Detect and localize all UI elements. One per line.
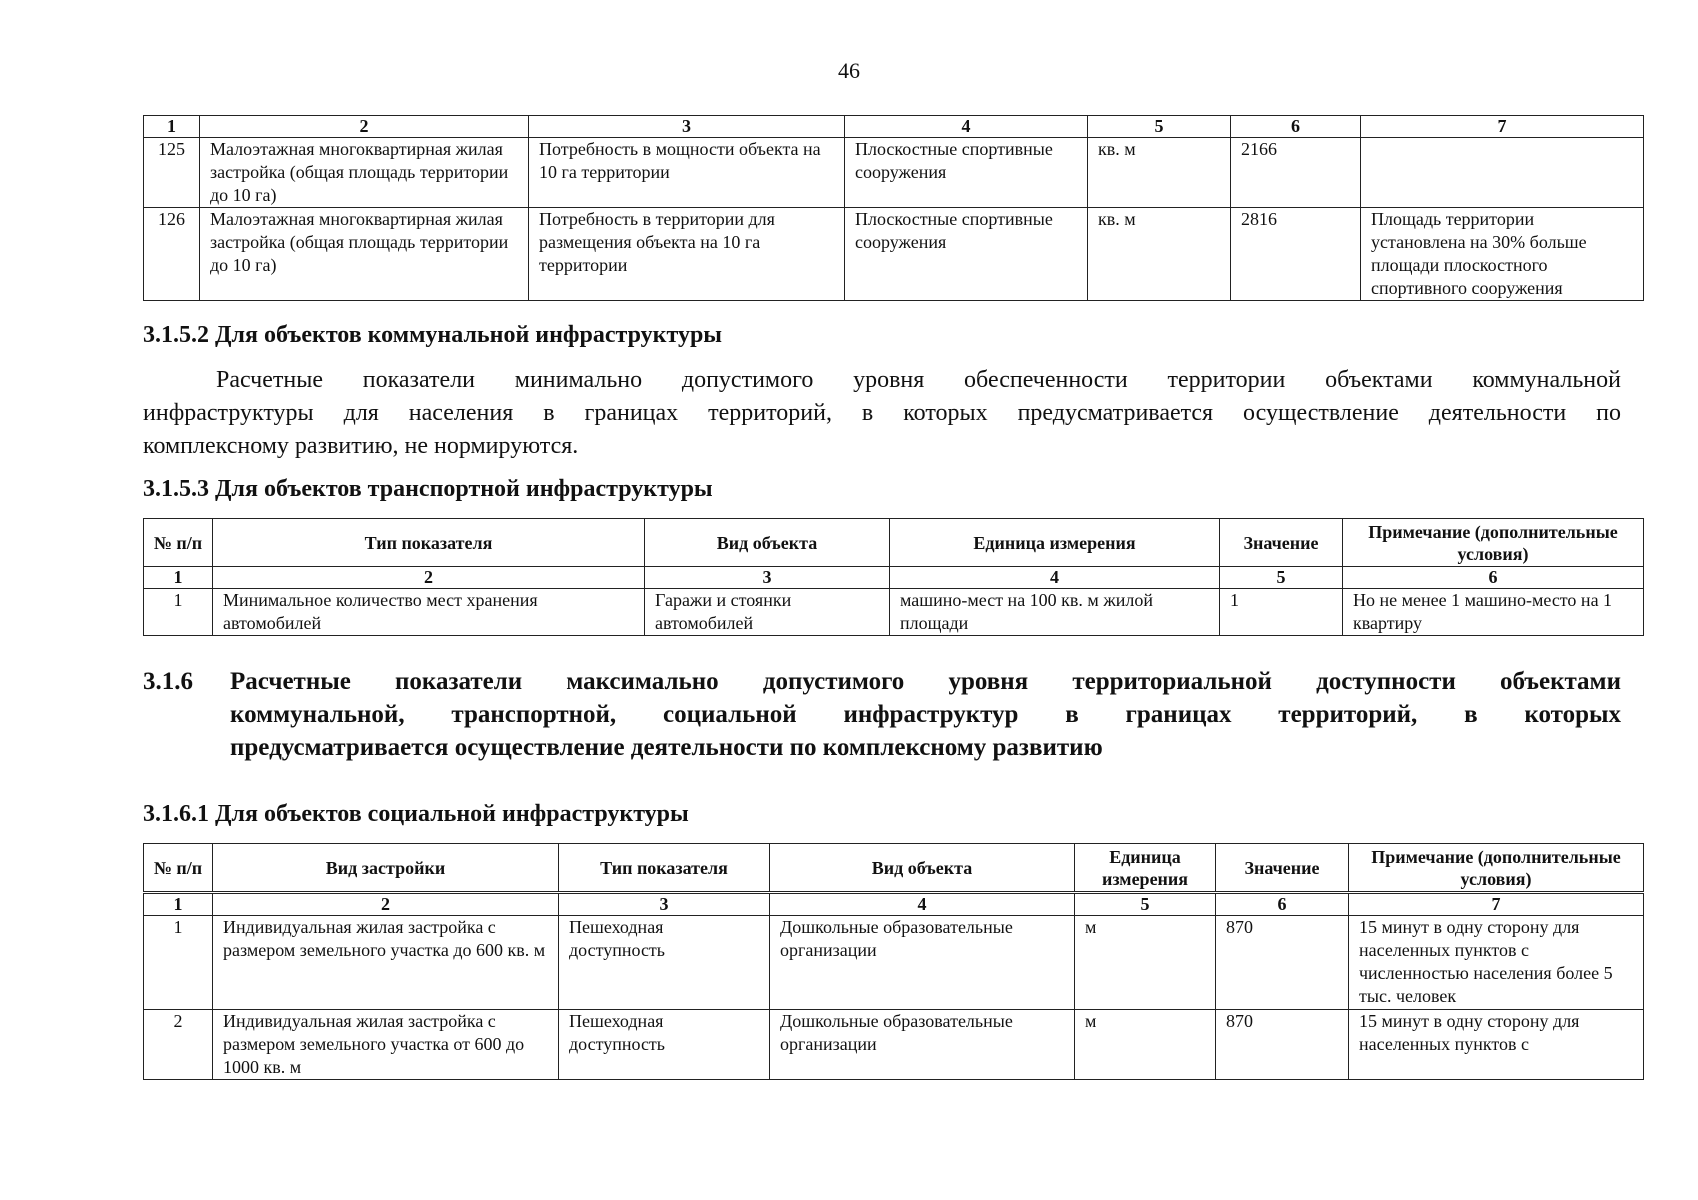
cell-obekt: Дошкольные образовательные организации bbox=[770, 1010, 1075, 1080]
row-number: 126 bbox=[144, 208, 200, 301]
column-number: 7 bbox=[1349, 893, 1644, 916]
cell-obekt: Дошкольные образовательные организации bbox=[770, 916, 1075, 1010]
column-header: Вид застройки bbox=[213, 844, 559, 893]
cell-pokazatel: Потребность в мощности объекта на 10 га территории bbox=[529, 138, 845, 208]
column-number: 7 bbox=[1361, 116, 1644, 138]
cell-obekt: Плоскостные спортивные сооружения bbox=[845, 138, 1088, 208]
column-number-row bbox=[144, 116, 1644, 138]
paragraph-line: Расчетные показатели минимально допустимого уровня обеспеченности территории объектами коммунальной bbox=[216, 367, 1621, 393]
column-number-row bbox=[144, 893, 1644, 916]
cell-zastroyka: Малоэтажная многоквартирная жилая застройка (общая площадь территории до 10 га) bbox=[200, 138, 529, 208]
column-number: 3 bbox=[529, 116, 845, 138]
table-row bbox=[144, 916, 1644, 1010]
cell-primechanie bbox=[1361, 138, 1644, 208]
column-header: № п/п bbox=[144, 519, 213, 567]
section-title-line: Расчетные показатели максимально допустимого уровня территориальной доступности объектами bbox=[230, 668, 1621, 695]
column-number: 5 bbox=[1075, 893, 1216, 916]
table-row bbox=[144, 208, 1644, 301]
column-number: 6 bbox=[1343, 567, 1644, 589]
row-number: 2 bbox=[144, 1010, 213, 1080]
cell-zastroyka: Индивидуальная жилая застройка с размером земельного участка до 600 кв. м bbox=[213, 916, 559, 1010]
row-number: 1 bbox=[144, 589, 213, 636]
cell-primechanie: Площадь территории установлена на 30% больше площади плоскостного спортивного сооружения bbox=[1361, 208, 1644, 301]
table-row bbox=[144, 1010, 1644, 1080]
column-header: Вид объекта bbox=[770, 844, 1075, 893]
cell-edinica: м bbox=[1075, 916, 1216, 1010]
section-title bbox=[230, 665, 1621, 764]
column-number: 2 bbox=[213, 567, 645, 589]
section-title-line: коммунальной, транспортной, социальной инфраструктур в границах территорий, в которых bbox=[230, 701, 1621, 728]
column-header: Тип показателя bbox=[559, 844, 770, 893]
cell-pokazatel: Потребность в территории для размещения объекта на 10 га территории bbox=[529, 208, 845, 301]
cell-primechanie: 15 минут в одну сторону для населенных пунктов с bbox=[1349, 1010, 1644, 1080]
table-continuation bbox=[143, 115, 1644, 301]
cell-pokazatel: Пешеходная доступность bbox=[559, 916, 770, 1010]
cell-znachenie: 1 bbox=[1220, 589, 1343, 636]
cell-zastroyka: Индивидуальная жилая застройка с размером земельного участка от 600 до 1000 кв. м bbox=[213, 1010, 559, 1080]
cell-znachenie: 2816 bbox=[1231, 208, 1361, 301]
section-heading-3152: 3.1.5.2 Для объектов коммунальной инфраструктуры bbox=[143, 322, 723, 348]
section-title-line: предусматривается осуществление деятельности по комплексному развитию bbox=[230, 734, 1103, 761]
column-header: Единица измерения bbox=[1075, 844, 1216, 893]
column-header: Значение bbox=[1220, 519, 1343, 567]
cell-znachenie: 870 bbox=[1216, 916, 1349, 1010]
column-header: Значение bbox=[1216, 844, 1349, 893]
column-number: 5 bbox=[1088, 116, 1231, 138]
paragraph-line: комплексному развитию, не нормируются. bbox=[143, 433, 579, 459]
column-number-row bbox=[144, 567, 1644, 589]
column-number: 2 bbox=[213, 893, 559, 916]
cell-edinica: м bbox=[1075, 1010, 1216, 1080]
cell-znachenie: 870 bbox=[1216, 1010, 1349, 1080]
cell-obekt: Гаражи и стоянки автомобилей bbox=[645, 589, 890, 636]
column-number: 2 bbox=[200, 116, 529, 138]
column-number: 6 bbox=[1216, 893, 1349, 916]
row-number: 1 bbox=[144, 916, 213, 1010]
column-header: Единица измерения bbox=[890, 519, 1220, 567]
section-paragraph-3152 bbox=[143, 364, 1621, 463]
cell-obekt: Плоскостные спортивные сооружения bbox=[845, 208, 1088, 301]
cell-primechanie: 15 минут в одну сторону для населенных пунктов с численностью населения более 5 тыс. человек bbox=[1349, 916, 1644, 1010]
table-header-row bbox=[144, 844, 1644, 893]
column-header: Тип показателя bbox=[213, 519, 645, 567]
column-number: 1 bbox=[144, 567, 213, 589]
column-number: 3 bbox=[559, 893, 770, 916]
table-social bbox=[143, 843, 1644, 1080]
column-number: 6 bbox=[1231, 116, 1361, 138]
column-header: № п/п bbox=[144, 844, 213, 893]
table-row bbox=[144, 138, 1644, 208]
cell-pokazatel: Пешеходная доступность bbox=[559, 1010, 770, 1080]
table-transport bbox=[143, 518, 1644, 636]
column-number: 4 bbox=[890, 567, 1220, 589]
table-row bbox=[144, 589, 1644, 636]
column-number: 4 bbox=[770, 893, 1075, 916]
cell-zastroyka: Малоэтажная многоквартирная жилая застройка (общая площадь территории до 10 га) bbox=[200, 208, 529, 301]
paragraph-line: инфраструктуры для населения в границах территорий, в которых предусматривается осуществление деятельности по bbox=[143, 400, 1621, 426]
column-number: 3 bbox=[645, 567, 890, 589]
cell-edinica: кв. м bbox=[1088, 138, 1231, 208]
cell-edinica: машино-мест на 100 кв. м жилой площади bbox=[890, 589, 1220, 636]
column-header: Вид объекта bbox=[645, 519, 890, 567]
section-heading-3161: 3.1.6.1 Для объектов социальной инфраструктуры bbox=[143, 801, 689, 827]
section-number: 3.1.6 bbox=[143, 668, 193, 695]
row-number: 125 bbox=[144, 138, 200, 208]
section-heading-316 bbox=[143, 665, 1621, 765]
page-number: 46 bbox=[838, 58, 860, 83]
cell-primechanie: Но не менее 1 машино-место на 1 квартиру bbox=[1343, 589, 1644, 636]
column-header: Примечание (дополнительные условия) bbox=[1349, 844, 1644, 893]
column-number: 1 bbox=[144, 116, 200, 138]
cell-edinica: кв. м bbox=[1088, 208, 1231, 301]
cell-znachenie: 2166 bbox=[1231, 138, 1361, 208]
column-number: 4 bbox=[845, 116, 1088, 138]
section-heading-3153: 3.1.5.3 Для объектов транспортной инфраструктуры bbox=[143, 476, 713, 502]
cell-pokazatel: Минимальное количество мест хранения автомобилей bbox=[213, 589, 645, 636]
table-header-row bbox=[144, 519, 1644, 567]
column-header: Примечание (дополнительные условия) bbox=[1343, 519, 1644, 567]
column-number: 1 bbox=[144, 893, 213, 916]
column-number: 5 bbox=[1220, 567, 1343, 589]
